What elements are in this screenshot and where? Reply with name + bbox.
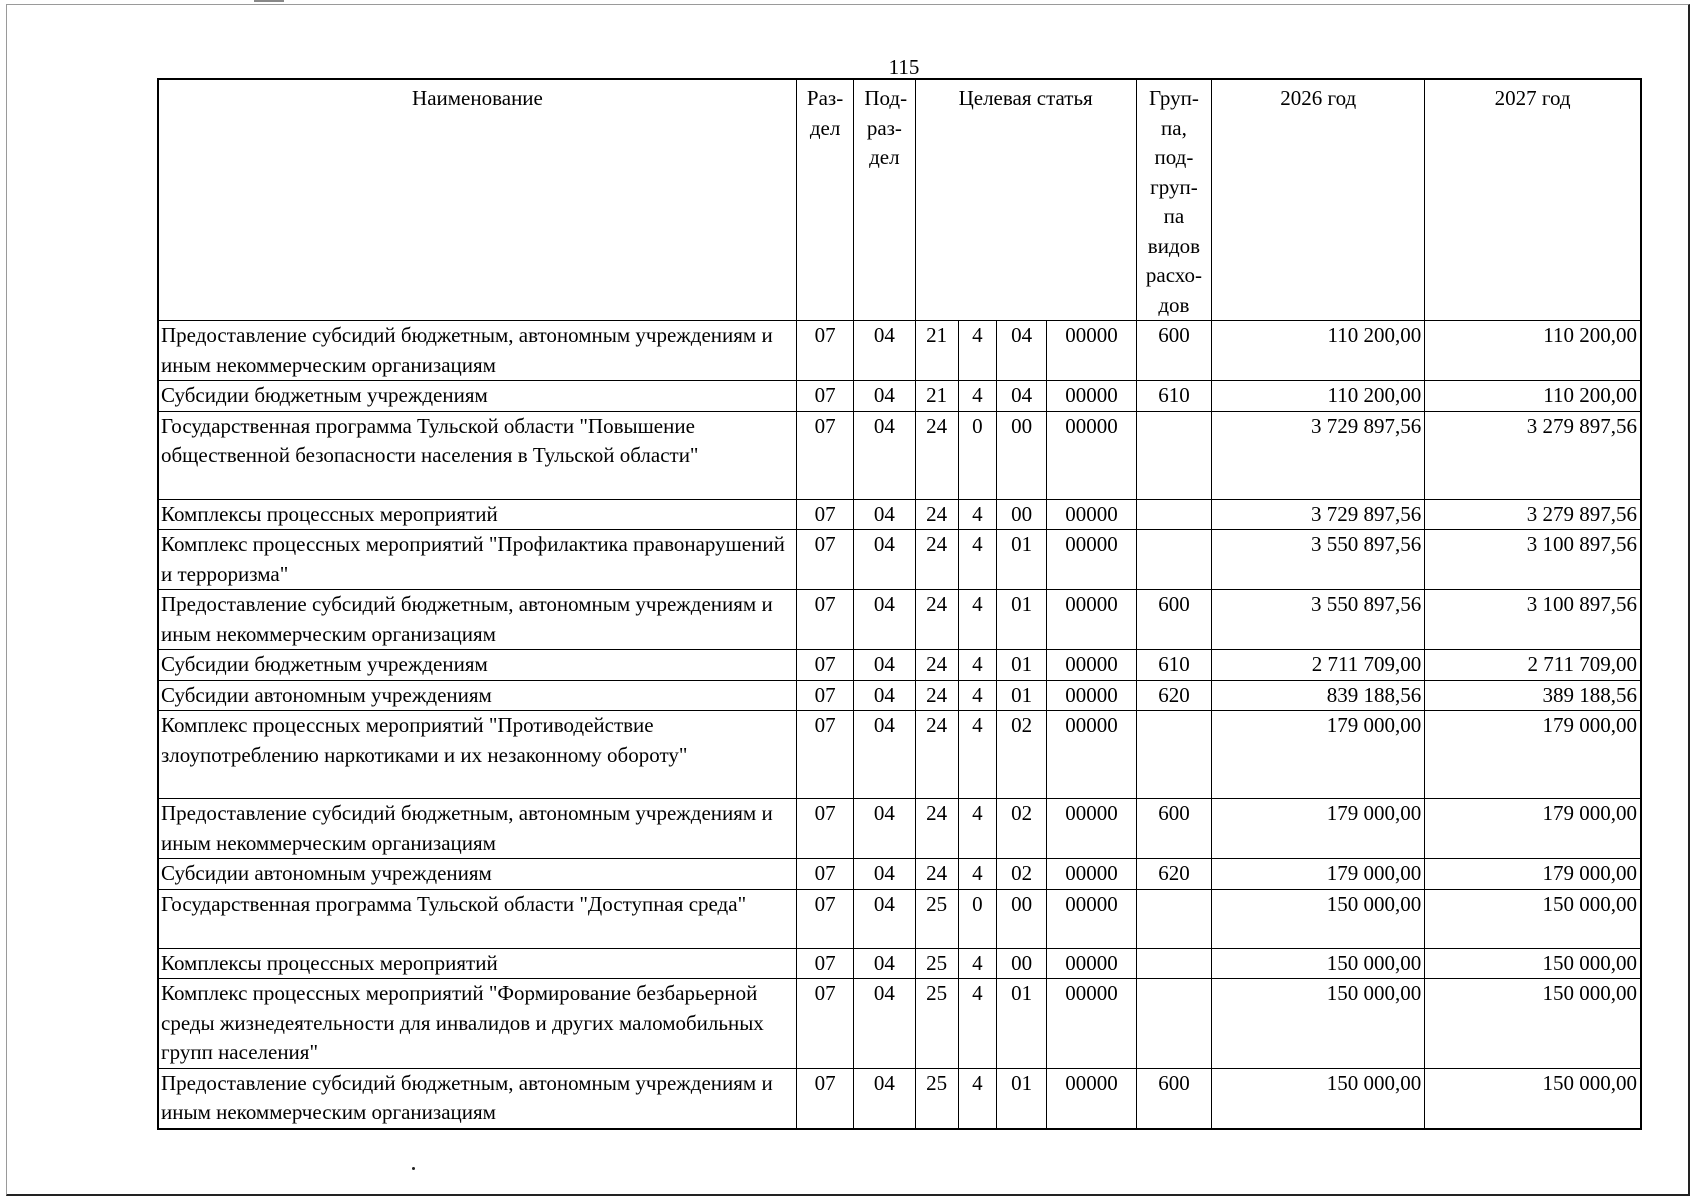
row-podrazdel: 04 — [854, 499, 915, 530]
row-celevaya-subprogram: 02 — [996, 859, 1046, 890]
row-amount-2027: 179 000,00 — [1425, 711, 1641, 799]
row-gruppa — [1136, 411, 1211, 499]
row-amount-2026: 150 000,00 — [1212, 889, 1425, 948]
row-razdel: 07 — [796, 499, 853, 530]
row-celevaya-subprogram: 01 — [996, 680, 1046, 711]
row-name: Субсидии автономным учреждениям — [158, 680, 796, 711]
table-row — [158, 381, 1641, 412]
row-amount-2026: 150 000,00 — [1212, 1068, 1425, 1129]
row-celevaya-direction: 00000 — [1047, 948, 1137, 979]
row-gruppa: 600 — [1136, 1068, 1211, 1129]
row-razdel: 07 — [796, 979, 853, 1069]
row-celevaya-type: 4 — [958, 948, 996, 979]
row-podrazdel: 04 — [854, 530, 915, 590]
row-name: Предоставление субсидий бюджетным, автономным учреждениям и иным некоммерческим организациям — [158, 590, 796, 650]
row-celevaya-type: 4 — [958, 321, 996, 381]
row-celevaya-type: 4 — [958, 799, 996, 859]
table-row — [158, 680, 1641, 711]
row-name: Субсидии автономным учреждениям — [158, 859, 796, 890]
row-celevaya-type: 4 — [958, 590, 996, 650]
row-amount-2027: 179 000,00 — [1425, 859, 1641, 890]
row-razdel: 07 — [796, 889, 853, 948]
table-row — [158, 799, 1641, 859]
row-celevaya-subprogram: 02 — [996, 711, 1046, 799]
row-podrazdel: 04 — [854, 799, 915, 859]
table-row — [158, 948, 1641, 979]
row-celevaya-type: 0 — [958, 411, 996, 499]
row-celevaya-type: 4 — [958, 680, 996, 711]
row-celevaya-direction: 00000 — [1047, 680, 1137, 711]
row-podrazdel: 04 — [854, 321, 915, 381]
row-celevaya-direction: 00000 — [1047, 979, 1137, 1069]
row-name: Государственная программа Тульской области "Доступная среда" — [158, 889, 796, 948]
row-name: Комплекс процессных мероприятий "Формирование безбарьерной среды жизнедеятельности для инвалидов и других маломобильных групп населения" — [158, 979, 796, 1069]
row-celevaya-program: 21 — [915, 381, 958, 412]
row-celevaya-direction: 00000 — [1047, 321, 1137, 381]
row-gruppa: 620 — [1136, 859, 1211, 890]
header-razdel: Раз-дел — [796, 79, 853, 321]
row-celevaya-subprogram: 01 — [996, 650, 1046, 681]
row-razdel: 07 — [796, 1068, 853, 1129]
budget-table — [157, 78, 1642, 1130]
header-2026: 2026 год — [1212, 79, 1425, 321]
row-amount-2027: 150 000,00 — [1425, 948, 1641, 979]
row-celevaya-subprogram: 04 — [996, 381, 1046, 412]
row-celevaya-subprogram: 01 — [996, 1068, 1046, 1129]
row-podrazdel: 04 — [854, 680, 915, 711]
row-gruppa — [1136, 499, 1211, 530]
row-name: Государственная программа Тульской области "Повышение общественной безопасности населения в Тульской области" — [158, 411, 796, 499]
table-row — [158, 711, 1641, 799]
row-celevaya-type: 4 — [958, 1068, 996, 1129]
row-podrazdel: 04 — [854, 711, 915, 799]
row-celevaya-type: 0 — [958, 889, 996, 948]
row-celevaya-subprogram: 00 — [996, 889, 1046, 948]
table-row — [158, 499, 1641, 530]
row-celevaya-direction: 00000 — [1047, 711, 1137, 799]
row-podrazdel: 04 — [854, 948, 915, 979]
row-amount-2027: 3 100 897,56 — [1425, 530, 1641, 590]
row-razdel: 07 — [796, 411, 853, 499]
row-celevaya-program: 21 — [915, 321, 958, 381]
row-name: Комплексы процессных мероприятий — [158, 948, 796, 979]
row-amount-2026: 3 729 897,56 — [1212, 411, 1425, 499]
row-gruppa: 610 — [1136, 381, 1211, 412]
row-razdel: 07 — [796, 530, 853, 590]
row-celevaya-subprogram: 01 — [996, 530, 1046, 590]
table-row — [158, 650, 1641, 681]
row-celevaya-direction: 00000 — [1047, 889, 1137, 948]
row-podrazdel: 04 — [854, 889, 915, 948]
row-celevaya-program: 25 — [915, 889, 958, 948]
row-amount-2027: 3 100 897,56 — [1425, 590, 1641, 650]
table-row — [158, 1068, 1641, 1129]
row-amount-2026: 839 188,56 — [1212, 680, 1425, 711]
row-celevaya-type: 4 — [958, 650, 996, 681]
row-celevaya-type: 4 — [958, 381, 996, 412]
table-row — [158, 859, 1641, 890]
row-amount-2026: 150 000,00 — [1212, 948, 1425, 979]
row-celevaya-direction: 00000 — [1047, 590, 1137, 650]
row-celevaya-direction: 00000 — [1047, 1068, 1137, 1129]
row-celevaya-type: 4 — [958, 530, 996, 590]
header-2027: 2027 год — [1425, 79, 1641, 321]
row-celevaya-type: 4 — [958, 711, 996, 799]
row-celevaya-program: 24 — [915, 859, 958, 890]
row-celevaya-program: 24 — [915, 590, 958, 650]
row-gruppa: 600 — [1136, 321, 1211, 381]
row-amount-2027: 150 000,00 — [1425, 979, 1641, 1069]
row-amount-2026: 3 729 897,56 — [1212, 499, 1425, 530]
row-celevaya-type: 4 — [958, 979, 996, 1069]
row-celevaya-direction: 00000 — [1047, 499, 1137, 530]
row-celevaya-program: 24 — [915, 499, 958, 530]
row-celevaya-program: 24 — [915, 411, 958, 499]
row-name: Предоставление субсидий бюджетным, автономным учреждениям и иным некоммерческим организациям — [158, 1068, 796, 1129]
row-razdel: 07 — [796, 650, 853, 681]
table-row — [158, 590, 1641, 650]
table-row — [158, 411, 1641, 499]
row-celevaya-direction: 00000 — [1047, 799, 1137, 859]
header-podrazdel: Под-раз-дел — [854, 79, 915, 321]
row-razdel: 07 — [796, 321, 853, 381]
row-amount-2027: 150 000,00 — [1425, 889, 1641, 948]
row-celevaya-subprogram: 00 — [996, 411, 1046, 499]
row-amount-2027: 179 000,00 — [1425, 799, 1641, 859]
row-name: Комплекс процессных мероприятий "Противодействие злоупотреблению наркотиками и их незаконному обороту" — [158, 711, 796, 799]
row-gruppa — [1136, 711, 1211, 799]
row-celevaya-subprogram: 02 — [996, 799, 1046, 859]
header-gruppa: Груп-па, под-груп-па видов расхо-дов — [1136, 79, 1211, 321]
row-razdel: 07 — [796, 859, 853, 890]
page-number: 115 — [888, 55, 920, 79]
row-gruppa: 600 — [1136, 799, 1211, 859]
row-name: Предоставление субсидий бюджетным, автономным учреждениям и иным некоммерческим организациям — [158, 321, 796, 381]
row-razdel: 07 — [796, 680, 853, 711]
row-podrazdel: 04 — [854, 859, 915, 890]
row-amount-2027: 3 279 897,56 — [1425, 411, 1641, 499]
row-celevaya-direction: 00000 — [1047, 650, 1137, 681]
row-amount-2026: 110 200,00 — [1212, 321, 1425, 381]
row-gruppa: 620 — [1136, 680, 1211, 711]
row-podrazdel: 04 — [854, 1068, 915, 1129]
row-amount-2027: 110 200,00 — [1425, 381, 1641, 412]
scan-mark — [254, 0, 284, 2]
row-gruppa — [1136, 889, 1211, 948]
row-celevaya-direction: 00000 — [1047, 411, 1137, 499]
row-amount-2026: 2 711 709,00 — [1212, 650, 1425, 681]
row-gruppa — [1136, 948, 1211, 979]
row-podrazdel: 04 — [854, 411, 915, 499]
header-name: Наименование — [158, 79, 796, 321]
row-amount-2026: 3 550 897,56 — [1212, 590, 1425, 650]
row-celevaya-subprogram: 01 — [996, 590, 1046, 650]
row-name: Комплекс процессных мероприятий "Профилактика правонарушений и терроризма" — [158, 530, 796, 590]
row-name: Предоставление субсидий бюджетным, автономным учреждениям и иным некоммерческим организациям — [158, 799, 796, 859]
row-podrazdel: 04 — [854, 650, 915, 681]
row-amount-2027: 2 711 709,00 — [1425, 650, 1641, 681]
row-gruppa: 610 — [1136, 650, 1211, 681]
row-celevaya-direction: 00000 — [1047, 381, 1137, 412]
row-razdel: 07 — [796, 711, 853, 799]
header-celevaya: Целевая статья — [915, 79, 1136, 321]
row-name: Субсидии бюджетным учреждениям — [158, 381, 796, 412]
row-amount-2026: 3 550 897,56 — [1212, 530, 1425, 590]
row-celevaya-subprogram: 00 — [996, 948, 1046, 979]
row-celevaya-subprogram: 00 — [996, 499, 1046, 530]
row-amount-2027: 3 279 897,56 — [1425, 499, 1641, 530]
row-podrazdel: 04 — [854, 381, 915, 412]
row-gruppa — [1136, 979, 1211, 1069]
row-celevaya-program: 24 — [915, 711, 958, 799]
row-celevaya-program: 25 — [915, 1068, 958, 1129]
row-podrazdel: 04 — [854, 979, 915, 1069]
row-razdel: 07 — [796, 381, 853, 412]
row-celevaya-program: 24 — [915, 799, 958, 859]
row-celevaya-direction: 00000 — [1047, 530, 1137, 590]
table-row — [158, 321, 1641, 381]
row-razdel: 07 — [796, 799, 853, 859]
row-celevaya-program: 24 — [915, 680, 958, 711]
row-amount-2026: 179 000,00 — [1212, 859, 1425, 890]
row-celevaya-subprogram: 04 — [996, 321, 1046, 381]
row-podrazdel: 04 — [854, 590, 915, 650]
row-celevaya-type: 4 — [958, 859, 996, 890]
row-gruppa — [1136, 530, 1211, 590]
row-name: Комплексы процессных мероприятий — [158, 499, 796, 530]
row-amount-2026: 110 200,00 — [1212, 381, 1425, 412]
row-celevaya-program: 25 — [915, 979, 958, 1069]
row-amount-2026: 179 000,00 — [1212, 799, 1425, 859]
table-header-row — [158, 79, 1641, 321]
row-name: Субсидии бюджетным учреждениям — [158, 650, 796, 681]
row-celevaya-subprogram: 01 — [996, 979, 1046, 1069]
row-amount-2027: 389 188,56 — [1425, 680, 1641, 711]
table-row — [158, 889, 1641, 948]
row-celevaya-type: 4 — [958, 499, 996, 530]
row-razdel: 07 — [796, 590, 853, 650]
row-amount-2027: 150 000,00 — [1425, 1068, 1641, 1129]
row-celevaya-program: 25 — [915, 948, 958, 979]
row-amount-2027: 110 200,00 — [1425, 321, 1641, 381]
row-amount-2026: 150 000,00 — [1212, 979, 1425, 1069]
row-celevaya-direction: 00000 — [1047, 859, 1137, 890]
table-row — [158, 530, 1641, 590]
scan-dot — [412, 1167, 415, 1170]
row-gruppa: 600 — [1136, 590, 1211, 650]
table-row — [158, 979, 1641, 1069]
row-amount-2026: 179 000,00 — [1212, 711, 1425, 799]
row-celevaya-program: 24 — [915, 650, 958, 681]
row-celevaya-program: 24 — [915, 530, 958, 590]
row-razdel: 07 — [796, 948, 853, 979]
